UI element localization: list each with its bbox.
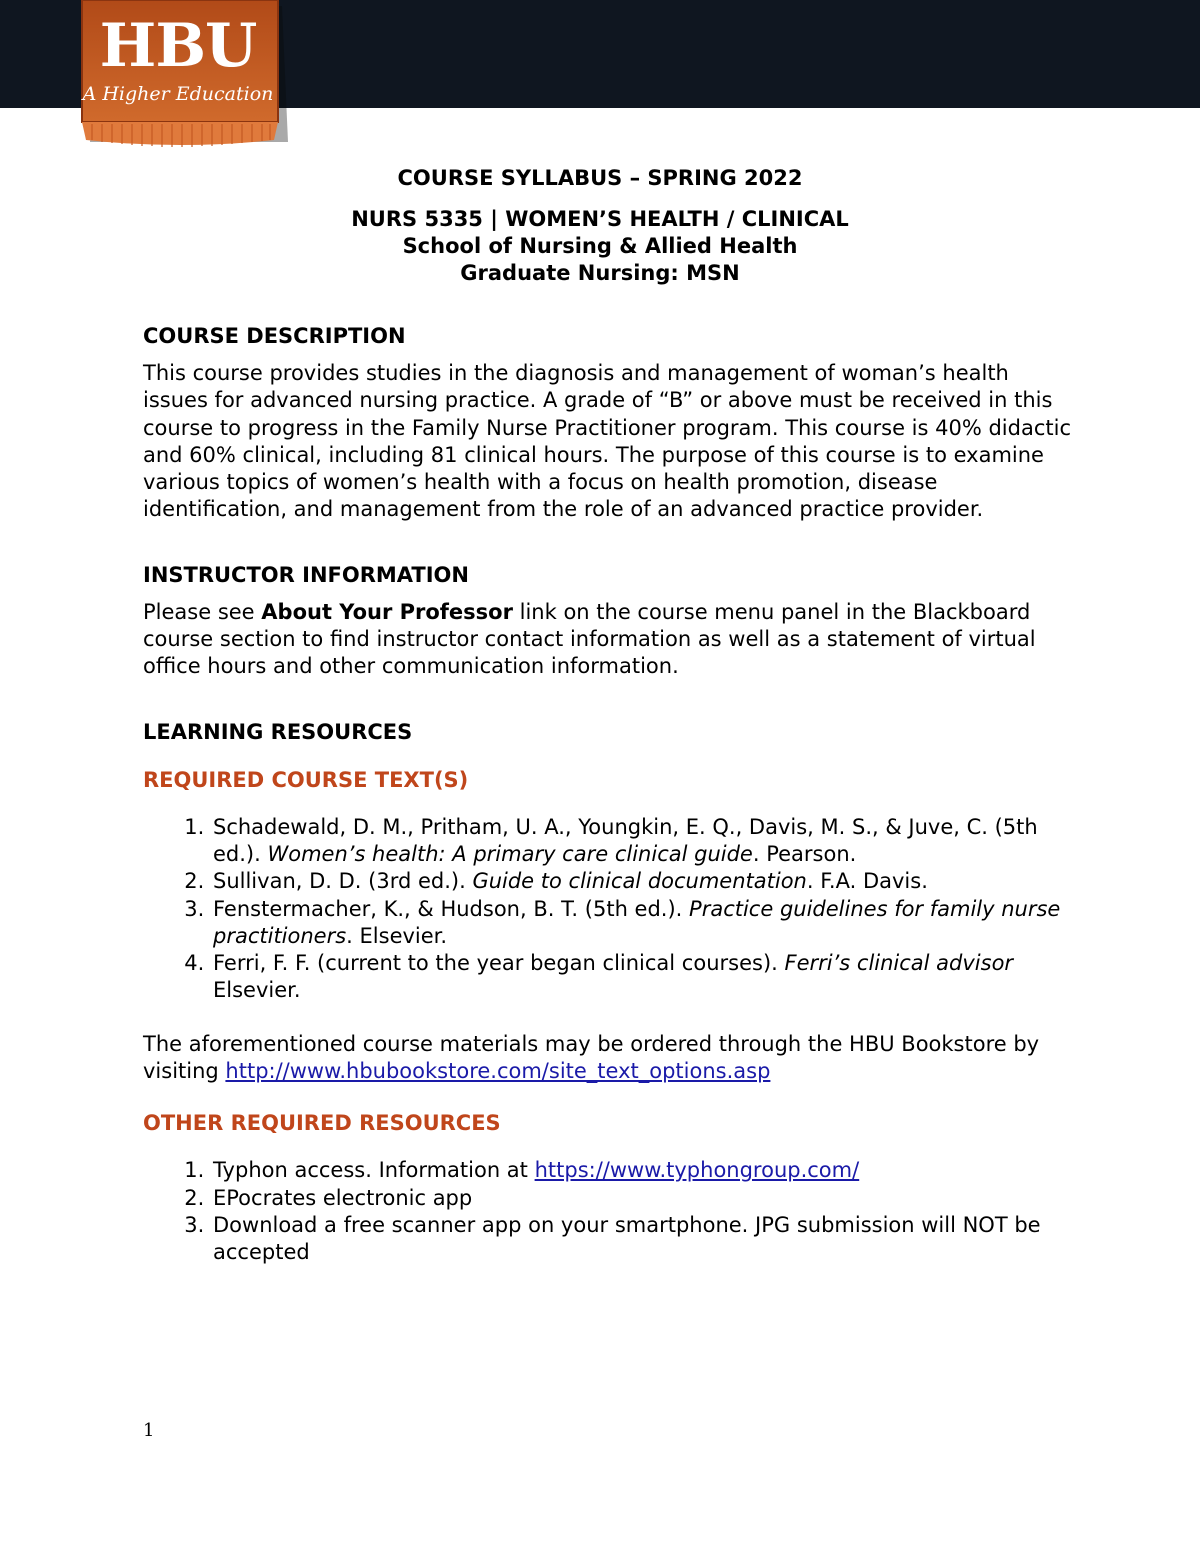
book-title: Guide to clinical documentation xyxy=(472,869,807,894)
program-name: Graduate Nursing: MSN xyxy=(460,261,740,285)
instructor-info-text xyxy=(143,599,1073,681)
course-description-text: This course provides studies in the diagnosis and management of woman’s health issues for advanced nursing practice. A grade of “B” or above must be received in this course to progress in the Family Nurse Practitioner program. This course is 40% didactic and 60% clinical, including 81 clinical hours. The purpose of this course is to examine various topics of women’s health with a focus on health promotion, disease identification, and management from the role of an advanced practice provider. xyxy=(143,361,1071,522)
list-item: 3. Fenstermacher, K., & Hudson, B. T. (5th ed.). Practice guidelines for family nurse practitioners. Elsevier. xyxy=(211,896,1073,951)
learning-resources-heading: LEARNING RESOURCES xyxy=(143,719,413,744)
course-description-heading: COURSE DESCRIPTION xyxy=(143,324,406,348)
book-title: Women’s health: A primary care clinical guide xyxy=(267,841,753,866)
hbu-logo xyxy=(78,0,294,160)
instructor-info-heading: INSTRUCTOR INFORMATION xyxy=(143,562,469,587)
syllabus-title: COURSE SYLLABUS – SPRING 2022 xyxy=(397,166,803,190)
syllabus-body xyxy=(143,322,1073,1267)
logo-letters: HBU xyxy=(99,11,257,81)
bookstore-text: The aforementioned course materials may be ordered through the HBU Bookstore by visiting http://www.hbubookstore.com/site_text_options.asp xyxy=(143,1031,1040,1084)
list-item: 1. Typhon access. Information at https://www.typhongroup.com/ xyxy=(211,1157,1073,1184)
logo-tagline: A Higher Education xyxy=(82,83,274,105)
syllabus-header xyxy=(0,164,1200,287)
required-texts-list xyxy=(143,814,1073,1005)
other-resources-heading: OTHER REQUIRED RESOURCES xyxy=(143,1111,501,1136)
page-number: 1 xyxy=(143,1420,155,1441)
logo-text xyxy=(78,11,278,106)
book-title: Ferri’s clinical advisor xyxy=(784,951,1014,976)
course-name: NURS 5335 | WOMEN’S HEALTH / CLINICAL xyxy=(351,207,849,231)
bookstore-link[interactable]: http://www.hbubookstore.com/site_text_options.asp xyxy=(225,1059,771,1084)
list-item: 1. Schadewald, D. M., Pritham, U. A., Youngkin, E. Q., Davis, M. S., & Juve, C. (5th ed.). Women’s health: A primary care clinical guide. Pearson. xyxy=(211,814,1073,869)
book-title: Practice guidelines for family nurse practitioners xyxy=(213,896,1061,948)
list-item: 3. Download a free scanner app on your smartphone. JPG submission will NOT be accepted xyxy=(211,1212,1073,1267)
required-texts-heading: REQUIRED COURSE TEXT(S) xyxy=(143,767,469,792)
list-item: 2. Sullivan, D. D. (3rd ed.). Guide to clinical documentation. F.A. Davis. xyxy=(211,868,1073,895)
instructor-text-after: link on the course menu panel in the Blackboard course section to find instructor contact information as well as a statement of virtual office hours and other communication information. xyxy=(143,599,1036,679)
other-resources-list xyxy=(143,1157,1073,1266)
typhon-link[interactable]: https://www.typhongroup.com/ xyxy=(534,1158,860,1183)
instructor-text-before: Please see xyxy=(143,599,262,624)
list-item: 2. EPocrates electronic app xyxy=(211,1185,1073,1212)
list-item: 4. Ferri, F. F. (current to the year began clinical courses). Ferri’s clinical advisor Elsevier. xyxy=(211,950,1073,1005)
about-professor-label: About Your Professor xyxy=(261,599,513,624)
school-name: School of Nursing & Allied Health xyxy=(402,234,798,258)
